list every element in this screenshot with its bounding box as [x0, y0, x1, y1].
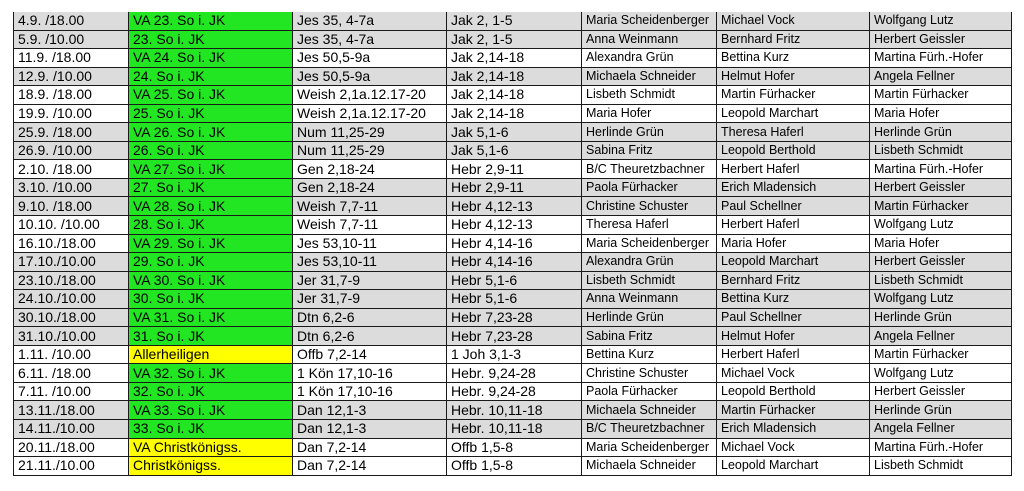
second-reading-cell: Hebr. 9,24-28 [447, 364, 582, 383]
table-row [14, 290, 1012, 309]
reader-3-cell: Angela Fellner [870, 327, 1012, 346]
second-reading-cell: Hebr. 10,11-18 [447, 401, 582, 420]
first-reading-cell: 1 Kön 17,10-16 [293, 364, 447, 383]
reader-2-cell: Herbert Haferl [717, 160, 870, 179]
reader-1-cell: B/C Theuretzbachner [582, 160, 717, 179]
reader-1-cell: B/C Theuretzbachner [582, 420, 717, 439]
reader-3-cell: Lisbeth Schmidt [870, 141, 1012, 160]
liturgical-day-cell: VA 33. So i. JK [129, 401, 293, 420]
table-row [14, 253, 1012, 272]
date-cell: 11.9. /18.00 [14, 49, 129, 68]
reader-2-cell: Bernhard Fritz [717, 30, 870, 49]
liturgical-day-cell: VA 24. So i. JK [129, 49, 293, 68]
date-cell: 9.10. /18.00 [14, 197, 129, 216]
reader-1-cell: Michaela Schneider [582, 401, 717, 420]
reader-1-cell: Theresa Haferl [582, 216, 717, 235]
reader-3-cell: Herbert Geissler [870, 382, 1012, 401]
reader-1-cell: Michaela Schneider [582, 457, 717, 476]
table-row [14, 141, 1012, 160]
reader-2-cell: Bettina Kurz [717, 49, 870, 68]
reader-1-cell: Christine Schuster [582, 197, 717, 216]
reader-2-cell: Paul Schellner [717, 197, 870, 216]
reading-schedule-table [13, 12, 1012, 476]
table-row [14, 382, 1012, 401]
reader-3-cell: Lisbeth Schmidt [870, 457, 1012, 476]
liturgical-day-cell: VA 31. So i. JK [129, 308, 293, 327]
reader-3-cell: Herbert Geissler [870, 178, 1012, 197]
liturgical-day-cell: 30. So i. JK [129, 290, 293, 309]
reader-1-cell: Maria Hofer [582, 104, 717, 123]
reader-2-cell: Bettina Kurz [717, 290, 870, 309]
reader-1-cell: Maria Scheidenberger [582, 12, 717, 30]
date-cell: 12.9. /10.00 [14, 67, 129, 86]
reader-3-cell: Martin Fürhacker [870, 197, 1012, 216]
date-cell: 14.11./10.00 [14, 420, 129, 439]
reader-1-cell: Lisbeth Schmidt [582, 86, 717, 105]
second-reading-cell: 1 Joh 3,1-3 [447, 345, 582, 364]
reader-1-cell: Herlinde Grün [582, 308, 717, 327]
first-reading-cell: Gen 2,18-24 [293, 178, 447, 197]
first-reading-cell: Jes 35, 4-7a [293, 12, 447, 30]
reader-2-cell: Theresa Haferl [717, 123, 870, 142]
liturgical-day-cell: 27. So i. JK [129, 178, 293, 197]
second-reading-cell: Offb 1,5-8 [447, 457, 582, 476]
date-cell: 30.10./18.00 [14, 308, 129, 327]
reader-2-cell: Herbert Haferl [717, 345, 870, 364]
reader-3-cell: Wolfgang Lutz [870, 364, 1012, 383]
liturgical-day-cell: 28. So i. JK [129, 216, 293, 235]
table-row [14, 104, 1012, 123]
first-reading-cell: Dan 12,1-3 [293, 401, 447, 420]
table-row [14, 364, 1012, 383]
table-row [14, 12, 1012, 30]
reader-3-cell: Angela Fellner [870, 67, 1012, 86]
table-row [14, 457, 1012, 476]
reader-3-cell: Wolfgang Lutz [870, 12, 1012, 30]
second-reading-cell: Hebr 5,1-6 [447, 290, 582, 309]
second-reading-cell: Jak 2, 1-5 [447, 12, 582, 30]
first-reading-cell: Dan 12,1-3 [293, 420, 447, 439]
table-row [14, 327, 1012, 346]
first-reading-cell: Jer 31,7-9 [293, 271, 447, 290]
reader-2-cell: Michael Vock [717, 438, 870, 457]
second-reading-cell: Jak 2,14-18 [447, 49, 582, 68]
reader-3-cell: Wolfgang Lutz [870, 216, 1012, 235]
date-cell: 10.10. /10.00 [14, 216, 129, 235]
second-reading-cell: Offb 1,5-8 [447, 438, 582, 457]
reader-3-cell: Herlinde Grün [870, 401, 1012, 420]
reader-2-cell: Erich Mladensich [717, 420, 870, 439]
reader-2-cell: Michael Vock [717, 364, 870, 383]
table-row [14, 49, 1012, 68]
reader-3-cell: Wolfgang Lutz [870, 290, 1012, 309]
table-row [14, 438, 1012, 457]
reader-3-cell: Martina Fürh.-Hofer [870, 438, 1012, 457]
liturgical-day-cell: VA 32. So i. JK [129, 364, 293, 383]
reader-3-cell: Herbert Geissler [870, 253, 1012, 272]
liturgical-day-cell: 26. So i. JK [129, 141, 293, 160]
reader-2-cell: Bernhard Fritz [717, 271, 870, 290]
first-reading-cell: Jes 50,5-9a [293, 49, 447, 68]
first-reading-cell: Weish 7,7-11 [293, 197, 447, 216]
reader-3-cell: Angela Fellner [870, 420, 1012, 439]
table-row [14, 67, 1012, 86]
reader-1-cell: Anna Weinmann [582, 290, 717, 309]
second-reading-cell: Hebr 4,14-16 [447, 234, 582, 253]
second-reading-cell: Jak 2,14-18 [447, 104, 582, 123]
schedule-body [14, 12, 1012, 475]
table-row [14, 420, 1012, 439]
second-reading-cell: Jak 2,14-18 [447, 86, 582, 105]
liturgical-day-cell: VA 30. So i. JK [129, 271, 293, 290]
date-cell: 2.10. /18.00 [14, 160, 129, 179]
date-cell: 25.9. /18.00 [14, 123, 129, 142]
reader-2-cell: Martin Fürhacker [717, 401, 870, 420]
reader-3-cell: Martina Fürh.-Hofer [870, 160, 1012, 179]
first-reading-cell: Dan 7,2-14 [293, 457, 447, 476]
second-reading-cell: Hebr 4,14-16 [447, 253, 582, 272]
liturgical-day-cell: VA 29. So i. JK [129, 234, 293, 253]
second-reading-cell: Hebr 2,9-11 [447, 160, 582, 179]
table-row [14, 30, 1012, 49]
second-reading-cell: Jak 5,1-6 [447, 141, 582, 160]
table-row [14, 401, 1012, 420]
reader-2-cell: Helmut Hofer [717, 327, 870, 346]
liturgical-day-cell: 23. So i. JK [129, 30, 293, 49]
table-row [14, 178, 1012, 197]
date-cell: 18.9. /18.00 [14, 86, 129, 105]
second-reading-cell: Hebr 5,1-6 [447, 271, 582, 290]
table-row [14, 216, 1012, 235]
reader-1-cell: Alexandra Grün [582, 253, 717, 272]
first-reading-cell: Num 11,25-29 [293, 123, 447, 142]
liturgical-day-cell: VA Christkönigss. [129, 438, 293, 457]
second-reading-cell: Hebr. 9,24-28 [447, 382, 582, 401]
date-cell: 24.10./10.00 [14, 290, 129, 309]
second-reading-cell: Hebr 7,23-28 [447, 308, 582, 327]
date-cell: 17.10./10.00 [14, 253, 129, 272]
date-cell: 26.9. /10.00 [14, 141, 129, 160]
table-row [14, 86, 1012, 105]
liturgical-day-cell: VA 26. So i. JK [129, 123, 293, 142]
reader-2-cell: Leopold Marchart [717, 104, 870, 123]
reader-1-cell: Paola Fürhacker [582, 178, 717, 197]
table-row [14, 234, 1012, 253]
table-row [14, 197, 1012, 216]
first-reading-cell: Offb 7,2-14 [293, 345, 447, 364]
first-reading-cell: Weish 7,7-11 [293, 216, 447, 235]
date-cell: 21.11./10.00 [14, 457, 129, 476]
liturgical-day-cell: 25. So i. JK [129, 104, 293, 123]
reader-1-cell: Sabina Fritz [582, 327, 717, 346]
reader-2-cell: Paul Schellner [717, 308, 870, 327]
liturgical-day-cell: VA 25. So i. JK [129, 86, 293, 105]
reader-1-cell: Lisbeth Schmidt [582, 271, 717, 290]
date-cell: 5.9. /10.00 [14, 30, 129, 49]
date-cell: 20.11./18.00 [14, 438, 129, 457]
reader-3-cell: Martin Fürhacker [870, 86, 1012, 105]
liturgical-day-cell: 33. So i. JK [129, 420, 293, 439]
date-cell: 1.11. /10.00 [14, 345, 129, 364]
liturgical-day-cell: 29. So i. JK [129, 253, 293, 272]
date-cell: 31.10./10.00 [14, 327, 129, 346]
first-reading-cell: Weish 2,1a.12.17-20 [293, 86, 447, 105]
reader-3-cell: Maria Hofer [870, 104, 1012, 123]
first-reading-cell: Gen 2,18-24 [293, 160, 447, 179]
reader-3-cell: Herlinde Grün [870, 123, 1012, 142]
second-reading-cell: Hebr 2,9-11 [447, 178, 582, 197]
table-row [14, 308, 1012, 327]
second-reading-cell: Jak 5,1-6 [447, 123, 582, 142]
second-reading-cell: Hebr. 10,11-18 [447, 420, 582, 439]
reader-2-cell: Martin Fürhacker [717, 86, 870, 105]
reader-2-cell: Leopold Berthold [717, 141, 870, 160]
reader-1-cell: Alexandra Grün [582, 49, 717, 68]
reader-3-cell: Maria Hofer [870, 234, 1012, 253]
date-cell: 4.9. /18.00 [14, 12, 129, 30]
table-row [14, 123, 1012, 142]
first-reading-cell: Jes 50,5-9a [293, 67, 447, 86]
reader-1-cell: Paola Fürhacker [582, 382, 717, 401]
reader-2-cell: Leopold Marchart [717, 457, 870, 476]
reader-1-cell: Anna Weinmann [582, 30, 717, 49]
liturgical-day-cell: VA 23. So i. JK [129, 12, 293, 30]
date-cell: 6.11. /18.00 [14, 364, 129, 383]
date-cell: 3.10. /10.00 [14, 178, 129, 197]
liturgical-day-cell: VA 27. So i. JK [129, 160, 293, 179]
table-row [14, 345, 1012, 364]
second-reading-cell: Hebr 4,12-13 [447, 216, 582, 235]
reader-2-cell: Helmut Hofer [717, 67, 870, 86]
first-reading-cell: Dtn 6,2-6 [293, 308, 447, 327]
second-reading-cell: Hebr 7,23-28 [447, 327, 582, 346]
reader-2-cell: Erich Mladensich [717, 178, 870, 197]
date-cell: 23.10./18.00 [14, 271, 129, 290]
liturgical-day-cell: VA 28. So i. JK [129, 197, 293, 216]
table-row [14, 271, 1012, 290]
reader-2-cell: Leopold Marchart [717, 253, 870, 272]
reader-1-cell: Sabina Fritz [582, 141, 717, 160]
second-reading-cell: Hebr 4,12-13 [447, 197, 582, 216]
first-reading-cell: Jes 53,10-11 [293, 234, 447, 253]
second-reading-cell: Jak 2,14-18 [447, 67, 582, 86]
first-reading-cell: 1 Kön 17,10-16 [293, 382, 447, 401]
date-cell: 16.10./18.00 [14, 234, 129, 253]
first-reading-cell: Jes 53,10-11 [293, 253, 447, 272]
table-row [14, 160, 1012, 179]
first-reading-cell: Dan 7,2-14 [293, 438, 447, 457]
reader-3-cell: Lisbeth Schmidt [870, 271, 1012, 290]
date-cell: 13.11./18.00 [14, 401, 129, 420]
liturgical-day-cell: Allerheiligen [129, 345, 293, 364]
reader-1-cell: Maria Scheidenberger [582, 234, 717, 253]
reader-3-cell: Martin Fürhacker [870, 345, 1012, 364]
reader-1-cell: Michaela Schneider [582, 67, 717, 86]
first-reading-cell: Weish 2,1a.12.17-20 [293, 104, 447, 123]
reader-3-cell: Herlinde Grün [870, 308, 1012, 327]
reader-2-cell: Michael Vock [717, 12, 870, 30]
first-reading-cell: Jes 35, 4-7a [293, 30, 447, 49]
first-reading-cell: Dtn 6,2-6 [293, 327, 447, 346]
first-reading-cell: Jer 31,7-9 [293, 290, 447, 309]
liturgical-day-cell: 31. So i. JK [129, 327, 293, 346]
reader-1-cell: Bettina Kurz [582, 345, 717, 364]
reader-3-cell: Herbert Geissler [870, 30, 1012, 49]
reader-2-cell: Herbert Haferl [717, 216, 870, 235]
reader-3-cell: Martina Fürh.-Hofer [870, 49, 1012, 68]
reader-1-cell: Herlinde Grün [582, 123, 717, 142]
date-cell: 7.11. /10.00 [14, 382, 129, 401]
second-reading-cell: Jak 2, 1-5 [447, 30, 582, 49]
liturgical-day-cell: 32. So i. JK [129, 382, 293, 401]
liturgical-day-cell: Christkönigss. [129, 457, 293, 476]
reader-1-cell: Maria Scheidenberger [582, 438, 717, 457]
reader-2-cell: Maria Hofer [717, 234, 870, 253]
reader-1-cell: Christine Schuster [582, 364, 717, 383]
reader-2-cell: Leopold Berthold [717, 382, 870, 401]
date-cell: 19.9. /10.00 [14, 104, 129, 123]
liturgical-day-cell: 24. So i. JK [129, 67, 293, 86]
first-reading-cell: Num 11,25-29 [293, 141, 447, 160]
